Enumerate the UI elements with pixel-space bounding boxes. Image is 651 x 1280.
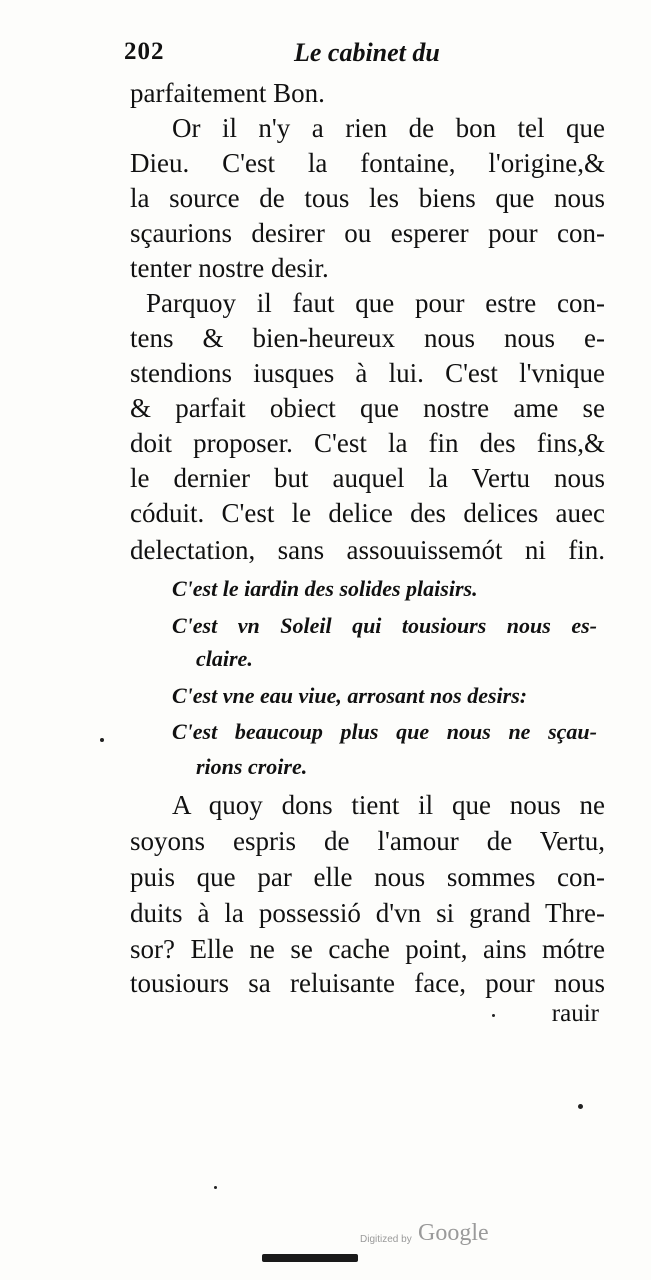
- text-line: duits à la possessió d'vn si grand Thre-: [130, 898, 605, 928]
- running-title: Le cabinet du: [294, 38, 440, 67]
- text-line: sçaurions desirer ou esperer pour con-: [130, 218, 605, 248]
- page-number: 202: [124, 38, 165, 65]
- text-line: parfaitement Bon.: [130, 78, 325, 108]
- text-line: soyons espris de l'amour de Vertu,: [130, 826, 605, 856]
- catchword: rauir: [551, 1000, 599, 1027]
- digitized-watermark: [360, 1220, 520, 1250]
- scan-speck: [578, 1104, 583, 1109]
- text-line: Or il n'y a rien de bon tel que: [172, 113, 605, 143]
- verse-line: claire.: [196, 646, 253, 671]
- text-line: doit proposer. C'est la fin des fins,&: [130, 428, 605, 458]
- scan-edge-mark: [262, 1254, 358, 1262]
- text-line: A quoy dons tient il que nous ne: [172, 790, 605, 820]
- text-line: sor? Elle ne se cache point, ains mótre: [130, 934, 605, 964]
- text-line: códuit. C'est le delice des delices auec: [130, 498, 605, 528]
- scan-speck: [492, 1014, 495, 1017]
- text-line: delectation, sans assouuissemót ni fin.: [130, 535, 605, 565]
- text-line: tenter nostre desir.: [130, 253, 329, 283]
- watermark-prefix: Digitized by: [360, 1234, 412, 1245]
- verse-line: C'est beaucoup plus que nous ne sçau-: [172, 719, 597, 744]
- google-logo: Google: [418, 1220, 489, 1246]
- text-line: Dieu. C'est la fontaine, l'origine,&: [130, 148, 605, 178]
- text-line: & parfait obiect que nostre ame se: [130, 393, 605, 423]
- scan-speck: [214, 1186, 217, 1189]
- text-line: puis que par elle nous sommes con-: [130, 862, 605, 892]
- verse-line: C'est vn Soleil qui tousiours nous es-: [172, 613, 597, 638]
- text-line: tousiours sa reluisante face, pour nous: [130, 968, 605, 998]
- text-line: le dernier but auquel la Vertu nous: [130, 463, 605, 493]
- text-line: tens & bien-heureux nous nous e-: [130, 323, 605, 353]
- verse-line: C'est le iardin des solides plaisirs.: [172, 576, 478, 601]
- page-header: [124, 38, 604, 78]
- text-line: stendions iusques à lui. C'est l'vnique: [130, 358, 605, 388]
- scan-speck: [100, 738, 104, 742]
- text-line: la source de tous les biens que nous: [130, 183, 605, 213]
- verse-line: C'est vne eau viue, arrosant nos desirs:: [172, 683, 528, 708]
- text-line: Parquoy il faut que pour estre con-: [146, 288, 605, 318]
- verse-line: rions croire.: [196, 754, 308, 779]
